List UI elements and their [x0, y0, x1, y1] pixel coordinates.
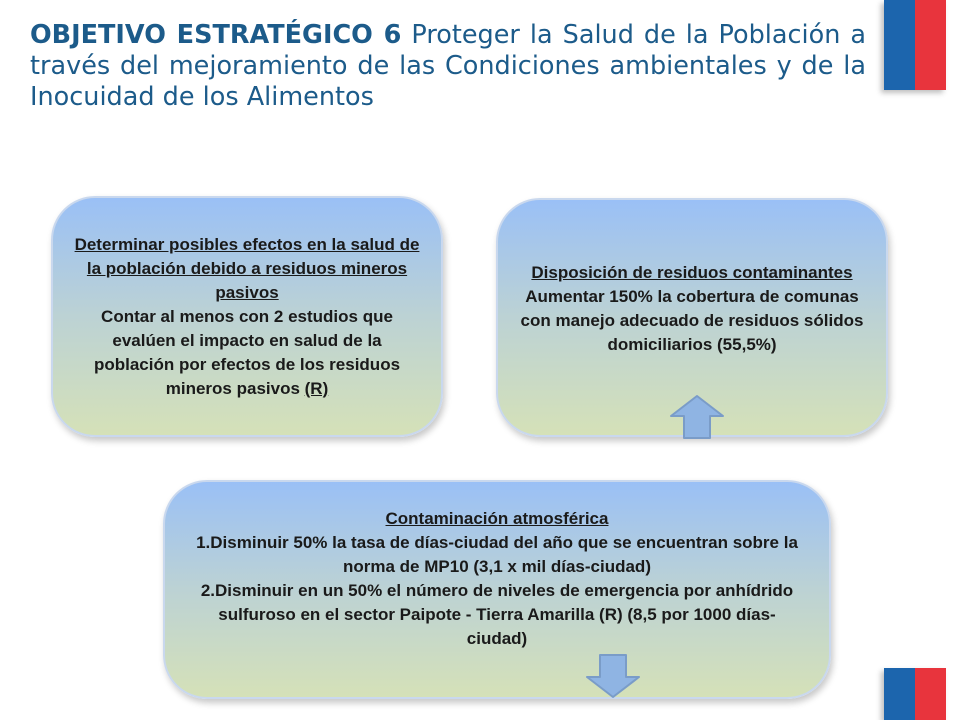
box1-tag: (R)	[304, 378, 329, 398]
box2-body: Aumentar 150% la cobertura de comunas con manejo adecuado de residuos sólidos domiciliarios (55,5%)	[520, 286, 864, 354]
chile-flag-bottom	[884, 668, 946, 720]
title-bold: OBJETIVO ESTRATÉGICO 6	[30, 20, 402, 50]
title-text: Proteger la Salud de la Población a través del mejoramiento de las Condiciones ambientales y de la Inocuidad de los Alimentos	[30, 20, 867, 112]
chile-flag-top	[884, 0, 946, 90]
box1-body: Contar al menos con 2 estudios que evalúen el impacto en salud de la población por efectos de los residuos mineros pasivos (R)	[93, 306, 401, 398]
box2-heading: Disposición de residuos contaminantes	[531, 262, 853, 282]
objective-box-air-pollution	[163, 480, 831, 699]
arrow-up-icon	[668, 394, 726, 440]
box3-line2: 2.Disminuir en un 50% el número de niveles de emergencia por anhídrido sulfuroso en el sector Paipote - Tierra Amarilla (R) (8,5 por 1000 días-ciudad)	[200, 580, 794, 648]
objective-box-mining-waste	[51, 196, 443, 437]
slide-title	[30, 20, 866, 113]
box3-heading: Contaminación atmosférica	[385, 508, 609, 528]
box3-line1: 1.Disminuir 50% la tasa de días-ciudad del año que se encuentran sobre la norma de MP10 (3,1 x mil días-ciudad)	[196, 532, 798, 576]
arrow-down-icon	[584, 653, 642, 699]
box1-heading: Determinar posibles efectos en la salud de la población debido a residuos mineros pasivos	[74, 234, 420, 302]
